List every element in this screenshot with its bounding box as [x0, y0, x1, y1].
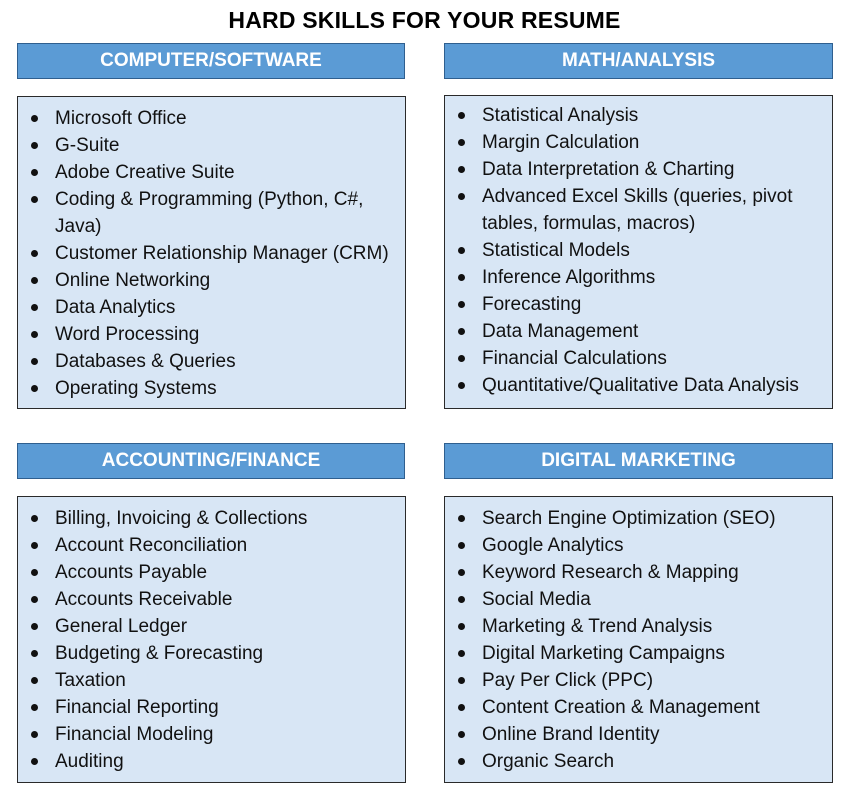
skill-label: Data Interpretation & Charting	[482, 159, 735, 180]
list-item	[18, 348, 405, 375]
skill-label: Accounts Payable	[55, 562, 208, 583]
skill-label: Marketing & Trend Analysis	[482, 616, 713, 637]
skills-box	[17, 496, 406, 783]
bullet-icon	[31, 731, 38, 738]
list-item	[445, 748, 832, 775]
bullet-icon	[31, 515, 38, 522]
skill-label: Forecasting	[482, 294, 582, 315]
bullet-icon	[458, 596, 465, 603]
skill-label: Adobe Creative Suite	[55, 162, 235, 183]
skill-label: Organic Search	[482, 751, 615, 772]
skill-label: Google Analytics	[482, 535, 624, 556]
section-heading: COMPUTER/SOFTWARE	[17, 43, 405, 79]
bullet-icon	[458, 247, 465, 254]
list-item	[445, 372, 832, 399]
list-item	[445, 129, 832, 156]
skill-label: Financial Reporting	[55, 697, 219, 718]
list-item	[18, 640, 405, 667]
skill-label: Online Networking	[55, 270, 211, 291]
list-item	[18, 159, 405, 186]
list-item	[18, 294, 405, 321]
list-item	[18, 532, 405, 559]
skill-label: Accounts Receivable	[55, 589, 233, 610]
list-item	[445, 532, 832, 559]
bullet-icon	[458, 112, 465, 119]
bullet-icon	[458, 650, 465, 657]
list-item	[445, 102, 832, 129]
bullet-icon	[31, 169, 38, 176]
list-item	[445, 613, 832, 640]
skill-label: Data Analytics	[55, 297, 176, 318]
list-item	[18, 613, 405, 640]
bullet-icon	[31, 596, 38, 603]
bullet-icon	[458, 731, 465, 738]
skill-label: Inference Algorithms	[482, 267, 656, 288]
bullet-icon	[458, 274, 465, 281]
skill-label: Customer Relationship Manager (CRM)	[55, 243, 389, 264]
list-item	[445, 318, 832, 345]
bullet-icon	[458, 758, 465, 765]
list-item	[18, 132, 405, 159]
page-title: HARD SKILLS FOR YOUR RESUME	[228, 7, 621, 33]
list-item	[18, 105, 405, 132]
bullet-icon	[31, 331, 38, 338]
bullet-icon	[458, 542, 465, 549]
skill-list	[18, 505, 405, 775]
list-item	[445, 559, 832, 586]
list-item	[445, 640, 832, 667]
bullet-icon	[31, 623, 38, 630]
skill-label: Databases & Queries	[55, 351, 236, 372]
list-item	[445, 237, 832, 264]
bullet-icon	[31, 358, 38, 365]
skill-label: General Ledger	[55, 616, 188, 637]
list-item	[18, 321, 405, 348]
bullet-icon	[31, 142, 38, 149]
skills-box	[444, 496, 833, 783]
list-item	[445, 505, 832, 532]
skill-label: Keyword Research & Mapping	[482, 562, 739, 583]
list-item	[18, 505, 405, 532]
skill-label: Financial Modeling	[55, 724, 214, 745]
list-item	[445, 264, 832, 291]
skill-label: Quantitative/Qualitative Data Analysis	[482, 375, 799, 396]
list-item	[445, 345, 832, 372]
bullet-icon	[458, 328, 465, 335]
skill-label: Data Management	[482, 321, 639, 342]
list-item	[18, 186, 405, 240]
list-item	[445, 183, 832, 237]
list-item	[18, 375, 405, 402]
bullet-icon	[31, 277, 38, 284]
skill-label: Online Brand Identity	[482, 724, 660, 745]
list-item	[18, 667, 405, 694]
bullet-icon	[458, 382, 465, 389]
list-item	[18, 721, 405, 748]
bullet-icon	[31, 115, 38, 122]
list-item	[445, 291, 832, 318]
skill-label: Microsoft Office	[55, 108, 187, 129]
skill-label: G-Suite	[55, 135, 120, 156]
bullet-icon	[31, 196, 38, 203]
list-item	[445, 156, 832, 183]
skill-label: Operating Systems	[55, 378, 217, 399]
skill-label: Coding & Programming (Python, C#, Java)	[55, 189, 364, 237]
skill-label: Statistical Analysis	[482, 105, 639, 126]
skills-box	[17, 96, 406, 409]
list-item	[18, 694, 405, 721]
section-heading: ACCOUNTING/FINANCE	[17, 443, 405, 479]
skill-label: Advanced Excel Skills (queries, pivot tables, formulas, macros)	[482, 186, 793, 234]
list-item	[445, 694, 832, 721]
bullet-icon	[31, 704, 38, 711]
bullet-icon	[458, 569, 465, 576]
bullet-icon	[31, 542, 38, 549]
skill-label: Word Processing	[55, 324, 200, 345]
skill-label: Auditing	[55, 751, 124, 772]
list-item	[18, 559, 405, 586]
bullet-icon	[458, 623, 465, 630]
skill-label: Statistical Models	[482, 240, 630, 261]
section-heading: DIGITAL MARKETING	[444, 443, 833, 479]
bullet-icon	[31, 304, 38, 311]
bullet-icon	[31, 250, 38, 257]
skill-label: Taxation	[55, 670, 126, 691]
skill-label: Financial Calculations	[482, 348, 667, 369]
bullet-icon	[458, 301, 465, 308]
skill-label: Search Engine Optimization (SEO)	[482, 508, 776, 529]
skill-label: Content Creation & Management	[482, 697, 760, 718]
section-heading: MATH/ANALYSIS	[444, 43, 833, 79]
skill-list	[445, 505, 832, 775]
skill-label: Pay Per Click (PPC)	[482, 670, 654, 691]
list-item	[445, 721, 832, 748]
bullet-icon	[31, 650, 38, 657]
bullet-icon	[458, 515, 465, 522]
bullet-icon	[458, 193, 465, 200]
bullet-icon	[31, 677, 38, 684]
bullet-icon	[458, 704, 465, 711]
bullet-icon	[31, 758, 38, 765]
skill-label: Billing, Invoicing & Collections	[55, 508, 308, 529]
skill-label: Digital Marketing Campaigns	[482, 643, 725, 664]
bullet-icon	[458, 355, 465, 362]
bullet-icon	[31, 385, 38, 392]
list-item	[445, 586, 832, 613]
bullet-icon	[458, 166, 465, 173]
bullet-icon	[458, 139, 465, 146]
skills-box	[444, 95, 833, 409]
bullet-icon	[31, 569, 38, 576]
bullet-icon	[458, 677, 465, 684]
list-item	[445, 667, 832, 694]
list-item	[18, 240, 405, 267]
list-item	[18, 748, 405, 775]
list-item	[18, 267, 405, 294]
skill-list	[18, 105, 405, 402]
skill-label: Budgeting & Forecasting	[55, 643, 264, 664]
skill-label: Margin Calculation	[482, 132, 640, 153]
skill-list	[445, 102, 832, 399]
skill-label: Account Reconciliation	[55, 535, 248, 556]
list-item	[18, 586, 405, 613]
skill-label: Social Media	[482, 589, 591, 610]
